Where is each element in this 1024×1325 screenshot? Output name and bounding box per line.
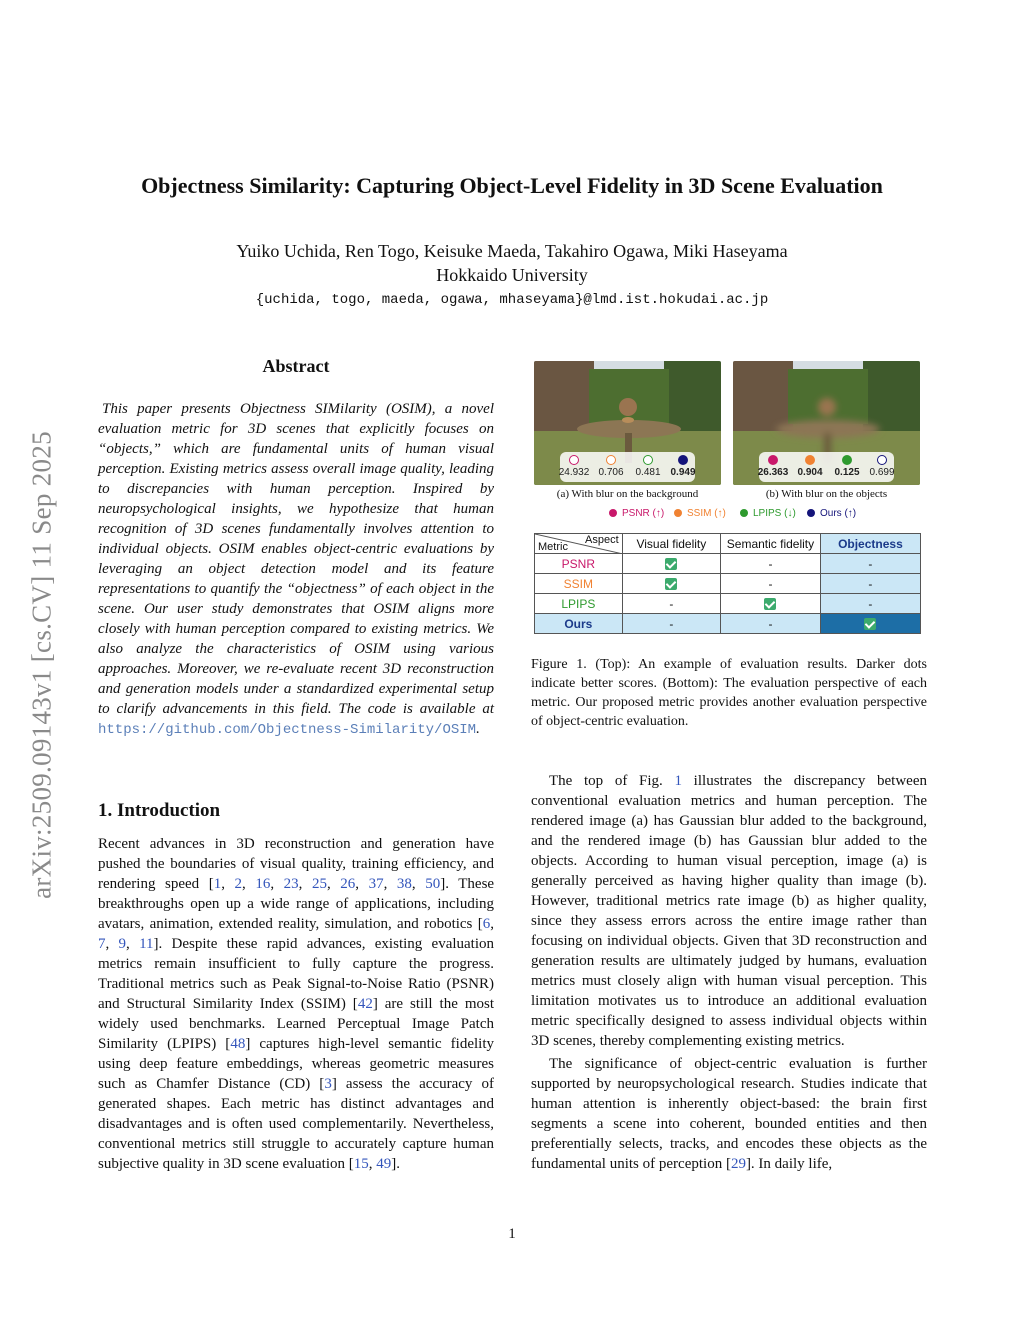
table-row bbox=[535, 594, 921, 614]
table-row bbox=[535, 554, 921, 574]
metric-name-lpips: LPIPS bbox=[535, 594, 623, 614]
citation-link[interactable]: 16 bbox=[255, 876, 271, 892]
metric-name-psnr: PSNR bbox=[535, 554, 623, 574]
score-strip-a bbox=[560, 452, 695, 482]
psnr-dot bbox=[768, 455, 778, 465]
column-header-objectness: Objectness bbox=[820, 534, 920, 554]
scene-image-background-blur bbox=[534, 361, 721, 485]
check-icon bbox=[864, 618, 876, 630]
lpips-score: 0.125 bbox=[834, 467, 860, 478]
legend-label: Ours (↑) bbox=[820, 508, 857, 519]
citation-link[interactable]: 7 bbox=[98, 936, 106, 952]
table-cell: - bbox=[721, 614, 821, 634]
citation-link[interactable]: 25 bbox=[311, 876, 327, 892]
metric-aspect-table bbox=[534, 533, 921, 634]
arxiv-identifier-text: arXiv:2509.09143v1 [cs.CV] 11 Sep 2025 bbox=[26, 430, 57, 899]
figure-1-caption: Figure 1. (Top): An example of evaluation results. Darker dots indicate better scores. (Bottom): The evaluation perspective of each metric. Our proposed metric provides another evaluation perspective of object-centric evaluation. bbox=[531, 657, 927, 729]
citation-link[interactable]: 23 bbox=[283, 876, 299, 892]
psnr-dot-icon bbox=[609, 509, 617, 517]
psnr-score: 26.363 bbox=[757, 467, 789, 478]
scene-image-object-blur bbox=[733, 361, 920, 485]
metric-name-ssim: SSIM bbox=[535, 574, 623, 594]
table-cell: - bbox=[622, 594, 720, 614]
ours-dot bbox=[877, 455, 887, 465]
body-text: illustrates the discrepancy between conventional evaluation metrics and human perception. The rendered image (a) has Gaussian blur added to the background, and the rendered image (b) has Gaussian blur added to the objects. According to human visual perception, image (a) is generally perceived as having higher quality than image (b). However, traditional metrics rate image (b) as higher quality, since they assess errors across the entire image rather than focusing on individual objects. Given that 3D reconstruction and generation results are ultimately judged by humans, evaluation metrics must closely align with human visual perception. This limitation motivates us to introduce an additional evaluation metric specifically designed to assess individual objects within 3D scenes, thereby complementing existing metrics. bbox=[531, 773, 927, 1049]
table-cell: - bbox=[721, 554, 821, 574]
ssim-dot-icon bbox=[674, 509, 682, 517]
table-header-row bbox=[535, 534, 921, 554]
ours-dot bbox=[678, 455, 688, 465]
subcaption-b: (b) With blur on the objects bbox=[765, 488, 888, 500]
table-cell: - bbox=[622, 614, 720, 634]
table-cell: - bbox=[820, 574, 920, 594]
table-cell: - bbox=[721, 574, 821, 594]
table-cell: - bbox=[820, 594, 920, 614]
intro-text: ] are still the most widely used benchmarks. Learned Perceptual Image Patch Similarity (LPIPS) [ bbox=[98, 996, 494, 1052]
abstract-end: . bbox=[476, 721, 480, 737]
right-column-body bbox=[531, 771, 927, 1177]
code-repository-link[interactable]: https://github.com/Objectness-Similarity/OSIM bbox=[98, 722, 477, 738]
table-row bbox=[535, 574, 921, 594]
citation-link[interactable]: 11 bbox=[139, 936, 154, 952]
lpips-dot bbox=[643, 455, 653, 465]
citation-link[interactable]: 15 bbox=[353, 1156, 369, 1172]
table-corner-cell bbox=[535, 534, 623, 554]
abstract-heading: Abstract bbox=[262, 356, 330, 376]
citation-link[interactable]: 38 bbox=[396, 876, 412, 892]
ours-dot-icon bbox=[807, 509, 815, 517]
citation-link[interactable]: 26 bbox=[340, 876, 356, 892]
column-header: Semantic fidelity bbox=[721, 534, 821, 554]
ssim-dot bbox=[606, 455, 616, 465]
legend-label: SSIM (↑) bbox=[687, 508, 726, 519]
ours-score: 0.949 bbox=[670, 467, 696, 478]
citation-link[interactable]: 49 bbox=[376, 1156, 392, 1172]
figure-1-images bbox=[534, 361, 926, 500]
column-header: Visual fidelity bbox=[622, 534, 720, 554]
citation-link[interactable]: 37 bbox=[368, 876, 384, 892]
lpips-dot bbox=[842, 455, 852, 465]
ssim-score: 0.904 bbox=[797, 467, 823, 478]
page-number: 1 bbox=[508, 1226, 516, 1242]
citation-link[interactable]: 48 bbox=[230, 1036, 246, 1052]
check-icon bbox=[764, 598, 776, 610]
legend-label: LPIPS (↓) bbox=[753, 508, 796, 519]
citation-link[interactable]: 3 bbox=[324, 1076, 332, 1092]
author-list: Yuiko Uchida, Ren Togo, Keisuke Maeda, Takahiro Ogawa, Miki Haseyama bbox=[236, 241, 788, 261]
introduction-heading: 1. Introduction bbox=[98, 800, 221, 821]
ssim-dot bbox=[805, 455, 815, 465]
body-text: The top of Fig. bbox=[549, 773, 675, 789]
legend-item-lpips bbox=[740, 508, 796, 519]
citation-link[interactable]: 2 bbox=[234, 876, 243, 892]
paragraph bbox=[531, 771, 927, 1051]
metric-legend bbox=[534, 508, 926, 522]
psnr-score: 24.932 bbox=[558, 467, 590, 478]
ours-score: 0.699 bbox=[869, 467, 895, 478]
check-icon bbox=[665, 578, 677, 590]
abstract-body bbox=[98, 399, 494, 740]
citation-link[interactable]: 29 bbox=[730, 1156, 746, 1172]
legend-label: PSNR (↑) bbox=[622, 508, 665, 519]
legend-item-psnr bbox=[609, 508, 664, 519]
table-cell-highlight bbox=[820, 614, 920, 634]
corner-aspect-label: Aspect bbox=[585, 534, 619, 546]
affiliation: Hokkaido University bbox=[436, 265, 588, 285]
body-text: ]. In daily life, bbox=[745, 1156, 833, 1172]
corner-metric-label: Metric bbox=[538, 541, 568, 553]
ssim-score: 0.706 bbox=[598, 467, 624, 478]
abstract-text: This paper presents Objectness SIMilarity (OSIM), a novel evaluation metric for 3D scenes that explicitly focuses on “objects,” which are fundamental units of human visual perception. Existing metrics assess overall image quality, leading to discrepancies with human perception. Inspired by neuropsychological insights, we hypothesize that human recognition of 3D scenes fundamentally involves attention to individual objects. OSIM enables object-centric evaluations by leveraging an object detection model and its feature representations to quantify the “objectness” of each object in the scene. Our user study demonstrates that OSIM aligns more closely with human perception compared to existing metrics. We also analyze the characteristics of OSIM using various approaches. Moreover, we re-evaluate recent 3D reconstruction and generation models under a standardized experimental setup to clarify advancements in this field. The code is available at bbox=[98, 401, 494, 717]
author-emails: {uchida, togo, maeda, ogawa, mhaseyama}@lmd.ist.hokudai.ac.jp bbox=[255, 292, 769, 308]
citation-link[interactable]: 50 bbox=[425, 876, 441, 892]
citation-link[interactable]: 6 bbox=[482, 916, 491, 932]
citation-link[interactable]: 42 bbox=[357, 996, 373, 1012]
check-icon bbox=[665, 558, 677, 570]
introduction-body: Recent advances in 3D reconstruction and generation have pushed the boundaries of visual quality, training efficiency, and rendering speed [1, 2, 16, 23, 25, 26, 37, 38, 50]. These breakthroughs open up a wide range of applications, including avatars, animation, extended reality, simulation, and robotics [6, 7, 9, 11]. Despite these rapid advances, existing evaluation metrics remain insufficient to fully capture the progress. Traditional metrics such as Peak Signal-to-Noise Ratio (PSNR) and Structural Similarity Index (SSIM) [42] are still the most widely used benchmarks. Learned Perceptual Image Patch Similarity (LPIPS) [48] captures high-level semantic fidelity using deep feature embeddings, whereas geometric measures such as Chamfer Distance (CD) [3] assess the accuracy of generated shapes. Each metric has distinct advantages and disadvantages and is often used complementarily. Nevertheless, conventional metrics still struggle to accurately capture human subjective quality in 3D scene evaluation [15, 49]. bbox=[98, 836, 495, 1172]
paper-title: Objectness Similarity: Capturing Object-Level Fidelity in 3D Scene Evaluation bbox=[141, 173, 883, 198]
intro-text: ]. Despite these rapid advances, existing evaluation metrics remain insufficient to fully capture the progress. Traditional metrics such as Peak Signal-to-Noise Ratio (PSNR) and Structural Similarity Index (SSIM) [ bbox=[98, 936, 495, 1012]
score-strip-b bbox=[759, 452, 894, 482]
table-cell bbox=[622, 574, 720, 594]
citation-link[interactable]: 1 bbox=[213, 876, 222, 892]
intro-text: ] assess the accuracy of generated shapes. Each metric has distinct advantages and disadvantages and is often used complementarily. Nevertheless, conventional metrics still struggle to accurately capture human subjective quality in 3D scene evaluation [ bbox=[98, 1076, 495, 1172]
body-text: The significance of object-centric evaluation is further supported by neuropsychological research. Studies indicate that human attention is inherently object-based: the brain first segments a scene into coherent, bounded entities and then preferentially selects, tracks, and encodes these objects as the fundamental units of perception [ bbox=[531, 1056, 927, 1172]
intro-text: Recent advances in 3D reconstruction and generation have pushed the boundaries of visual quality, training efficiency, and rendering speed [ bbox=[98, 836, 494, 892]
table-cell: - bbox=[820, 554, 920, 574]
table-cell bbox=[622, 554, 720, 574]
intro-text: ]. These breakthroughs open up a wide range of applications, including avatars, animation, extended reality, simulation, and robotics [ bbox=[98, 876, 495, 932]
lpips-score: 0.481 bbox=[635, 467, 661, 478]
table-row bbox=[535, 614, 921, 634]
arxiv-identifier bbox=[22, 372, 62, 957]
legend-item-ssim bbox=[674, 508, 726, 519]
citation-link[interactable]: 9 bbox=[118, 936, 127, 952]
table-cell bbox=[721, 594, 821, 614]
subcaption-a: (a) With blur on the background bbox=[556, 488, 699, 500]
legend-item-ours bbox=[807, 508, 856, 519]
psnr-dot bbox=[569, 455, 579, 465]
figure-reference-link[interactable]: 1 bbox=[674, 773, 682, 789]
lpips-dot-icon bbox=[740, 509, 748, 517]
intro-text: ]. bbox=[391, 1156, 401, 1172]
paragraph bbox=[531, 1054, 927, 1174]
intro-text: ] captures high-level semantic fidelity using deep feature embeddings, whereas geometric measures such as Chamfer Distance (CD) [ bbox=[98, 1036, 495, 1092]
metric-name-ours: Ours bbox=[535, 614, 623, 634]
